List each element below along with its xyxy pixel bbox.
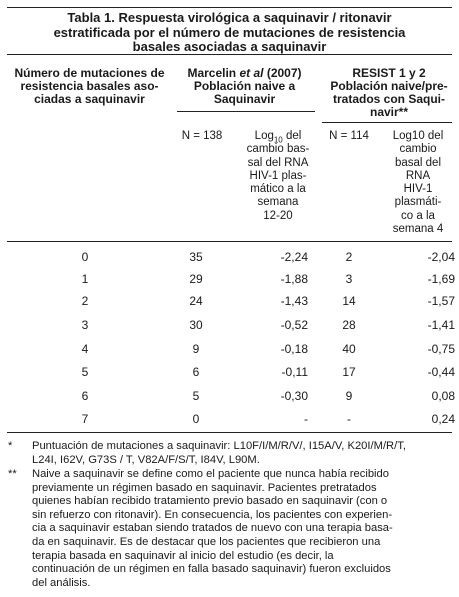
log-resist-cell: -2,04 (427, 250, 455, 264)
log-change-marcelin-header (238, 130, 318, 223)
subscript-text: 10 (273, 135, 283, 145)
n-marcelin-cell: 6 (192, 365, 200, 379)
header-line: resistencia basales aso- (20, 79, 159, 93)
log-resist-cell: -0,75 (427, 342, 455, 356)
n-resist: N = 114 (329, 130, 369, 142)
header-line: Población naive/pre- (330, 79, 448, 93)
subheader-line: cambio bas- (246, 143, 310, 156)
n-marcelin-cell: 35 (189, 250, 203, 264)
subheader-line: co a la (401, 209, 435, 222)
log-resist-cell: -1,57 (427, 294, 455, 308)
header-line: Saquinavir (213, 92, 276, 106)
title-line: estratificada por el número de mutaciones de resistencia (53, 24, 406, 40)
footnote-line: da en saquinavir. Es de destacar que los pacientes que recibieron una (32, 535, 381, 548)
footnote-mark: ** (8, 468, 17, 480)
title-line: basales asociadas a saquinavir (132, 39, 327, 54)
footnote-line: del análisis. (32, 576, 91, 589)
n-marcelin-cell: 29 (189, 272, 203, 286)
footnote-line: L24I, I62V, G73S / T, V82A/F/S/T, I84V, L90M. (32, 453, 260, 466)
log-marcelin-cell: -2,24 (280, 250, 308, 264)
n-resist-cell: 17 (342, 365, 356, 379)
subheader-text: del (282, 130, 302, 142)
header-bottom-rule (7, 241, 452, 242)
mutations-cell: 1 (81, 272, 89, 286)
n-marcelin: N = 138 (181, 130, 223, 142)
footnote-mark: * (8, 440, 13, 452)
n-marcelin-cell: 30 (189, 318, 203, 332)
n-resist-cell: 2 (345, 250, 353, 264)
subheader-text: Log (254, 130, 274, 142)
footnote-line: previamente un régimen basado en saquinavir. Pacientes pretratados (32, 481, 377, 494)
table-title (7, 7, 452, 55)
subheader-line: plasmáti- (394, 196, 442, 209)
header-em-text: et al (239, 66, 264, 80)
log-change-resist-header (380, 130, 456, 236)
n-resist-cell: 3 (345, 272, 353, 286)
subheader-line: mático a la (250, 183, 306, 196)
header-text: Marcelin (187, 66, 240, 80)
footnote-line: Puntuación de mutaciones a saquinavir: L10F/I/M/R/V/, I15A/V, K20I/M/R/T, (32, 440, 406, 452)
table-row (0, 365, 459, 387)
mutations-cell: 3 (81, 318, 89, 332)
header-line: Número de mutaciones de (14, 66, 165, 80)
group2-underline (322, 122, 452, 123)
header-text: (2007) (263, 66, 302, 80)
subheader-line: sal del RNA (247, 156, 309, 169)
header-line: tratados con Saqui- (332, 92, 445, 106)
header-line: navir** (369, 105, 409, 119)
subheader-line: cambio (399, 143, 437, 156)
mutations-column-header (7, 67, 172, 106)
title-line: Tabla 1. Respuesta virológica a saquinavir / ritonavir (67, 10, 392, 25)
table-bottom-rule (7, 432, 452, 433)
log-marcelin-cell: -0,11 (281, 365, 308, 379)
log-marcelin-cell: -1,43 (280, 294, 308, 308)
footnote-line: cia a saquinavir estaban siendo tratados de nuevo con una terapia basa- (32, 522, 393, 535)
table-row (0, 294, 459, 316)
log-marcelin-cell: -0,30 (280, 389, 308, 403)
footnote-text (32, 468, 458, 590)
log-resist-cell: 0,08 (431, 389, 455, 403)
footnote-line: quienes habían recibido tratamiento previo basado en saquinavir (con o (32, 495, 388, 508)
footnote-text (32, 440, 458, 467)
mutations-cell: 5 (81, 365, 89, 379)
log-marcelin-cell: -0,52 (280, 318, 308, 332)
n-marcelin-cell: 5 (192, 389, 200, 403)
subheader-line: RNA (405, 169, 431, 182)
mutations-cell: 7 (81, 412, 89, 426)
table-row (0, 250, 459, 272)
footnote-line: continuación de un régimen en falla basado saquinavir) fueron excluidos (32, 563, 391, 576)
footnote (8, 468, 454, 593)
log-marcelin-cell: -0,18 (280, 342, 308, 356)
resist-group-header (322, 67, 456, 119)
n-resist-cell: 40 (342, 342, 356, 356)
n-resist-cell: 14 (342, 294, 356, 308)
log-marcelin-cell: -1,88 (280, 272, 308, 286)
header-line: ciadas a saquinavir (34, 92, 145, 106)
table-row (0, 342, 459, 364)
subheader-line: semana (257, 196, 299, 209)
mutations-cell: 0 (81, 250, 89, 264)
header-line: RESIST 1 y 2 (352, 66, 426, 80)
subheader-line: HIV-1 (403, 183, 433, 196)
mutations-cell: 6 (81, 389, 89, 403)
log-resist-cell: 0,24 (431, 412, 455, 426)
n-resist-cell: - (347, 412, 351, 426)
mutations-cell: 2 (81, 294, 89, 308)
log-resist-cell: -1,41 (427, 318, 455, 332)
subheader-line (238, 130, 318, 143)
n-resist-cell: 9 (345, 389, 353, 403)
log-marcelin-cell: - (304, 412, 308, 426)
subheader-line: HIV-1 plas- (249, 169, 307, 182)
subheader-line: basal del (394, 156, 442, 169)
group1-underline (177, 111, 315, 112)
subheader-line: Log10 del (392, 130, 444, 142)
footnote-line: Naive a saquinavir se define como el paciente que nunca había recibido (32, 468, 389, 480)
mutations-cell: 4 (81, 342, 89, 356)
marcelin-group-header (172, 67, 317, 106)
table-row (0, 389, 459, 411)
footnote (8, 440, 454, 470)
footnote-line: sin refuerzo con ritonavir). En consecuencia, los pacientes con experien- (32, 508, 393, 521)
n-marcelin-cell: 0 (192, 412, 200, 426)
subheader-line: semana 4 (392, 223, 444, 236)
n-resist-cell: 28 (342, 318, 356, 332)
subheader-line: 12-20 (263, 209, 293, 222)
n-marcelin-cell: 24 (189, 294, 203, 308)
table-row (0, 272, 459, 294)
log-resist-cell: -0,44 (427, 365, 455, 379)
header-line: Población naive a (193, 79, 296, 93)
n-marcelin-cell: 9 (192, 342, 200, 356)
table-row (0, 412, 459, 434)
footnote-line: terapia basada en saquinavir al inicio del estudio (es decir, la (32, 549, 334, 562)
table-row (0, 318, 459, 340)
log-resist-cell: -1,69 (427, 272, 455, 286)
